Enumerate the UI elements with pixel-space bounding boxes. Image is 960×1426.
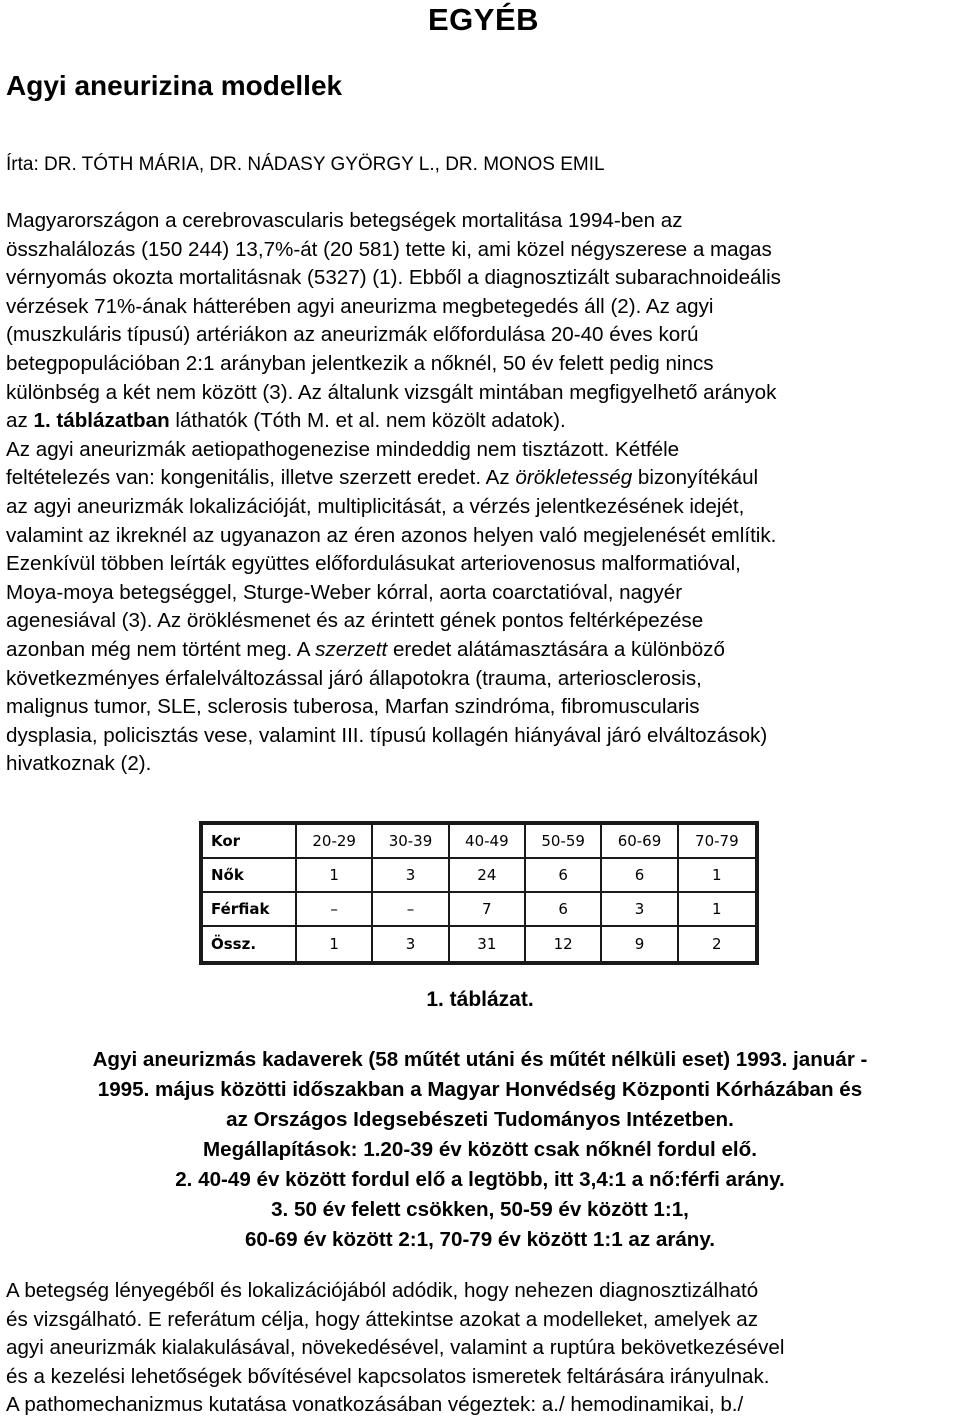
table-cell: 3 xyxy=(373,927,449,961)
italic-term: szerzett xyxy=(315,637,388,661)
text-segment: láthatók (Tóth M. et al. nem közölt adatok). xyxy=(169,409,566,433)
text-line: betegpopulációban 2:1 arányban jelentkezik a nőknél, 50 év felett pedig nincs xyxy=(6,351,714,375)
table-caption-number: 1. táblázat. xyxy=(426,988,534,1011)
text-line: agyi aneurizmák kialakulásával, növekedésével, valamint a ruptúra bekövetkezésével xyxy=(6,1336,785,1360)
table-cell: 1 xyxy=(297,927,373,961)
table-header-cell: 50-59 xyxy=(526,825,602,859)
text-line: A pathomechanizmus kutatása vonatkozásában végeztek: a./ hemodinamikai, b./ xyxy=(6,1393,744,1417)
table-cell: 12 xyxy=(526,927,602,961)
text-line: következményes érfalelváltozással járó állapotokra (trauma, arteriosclerosis, xyxy=(6,666,702,690)
text-line: malignus tumor, SLE, sclerosis tuberosa, Marfan szindróma, fibromuscularis xyxy=(6,695,700,719)
caption-line: 2. 40-49 év között fordul elő a legtöbb, itt 3,4:1 a nő:férfi arány. xyxy=(175,1168,785,1191)
text-line: különbség a két nem között (3). Az általunk vizsgált mintában megfigyelhető arányok xyxy=(6,380,777,404)
text-segment: bizonyítékául xyxy=(632,466,759,490)
text-segment: azonban még nem történt meg. A xyxy=(6,637,316,661)
table-cell: 9 xyxy=(602,927,678,961)
text-line: és vizsgálható. E referátum célja, hogy áttekintse azokat a modelleket, amelyek az xyxy=(6,1307,759,1331)
text-line xyxy=(6,407,956,436)
intro-paragraph xyxy=(6,207,956,779)
table-cell: 24 xyxy=(450,859,526,893)
table-cell: 1 xyxy=(679,859,755,893)
caption-line: 1995. május közötti időszakban a Magyar Honvédség Központi Kórházában és xyxy=(97,1078,863,1101)
text-line: és a kezelési lehetőségek bővítésével kapcsolatos ismeretek feltárására irányulnak. xyxy=(6,1364,770,1388)
text-line: Magyarországon a cerebrovascularis betegségek mortalitása 1994-ben az xyxy=(6,209,683,232)
section-heading: EGYÉB xyxy=(428,2,540,37)
caption-line: Megállapítások: 1.20-39 év között csak nőknél fordul elő. xyxy=(203,1138,757,1161)
table-header-cell: 20-29 xyxy=(297,825,373,859)
caption-line: 60-69 év között 2:1, 70-79 év között 1:1 az arány. xyxy=(244,1228,716,1251)
table-cell: – xyxy=(373,893,449,927)
text-line xyxy=(6,464,956,493)
table-cell: 7 xyxy=(450,893,526,927)
text-line: (muszkuláris típusú) artériákon az aneurizmák előfordulása 20-40 éves korú xyxy=(6,323,699,347)
text-line: vérzések 71%-ának hátterében agyi aneurizma megbetegedés áll (2). Az agyi xyxy=(6,294,714,318)
table-row-label: Férfiak xyxy=(203,893,297,927)
text-segment: eredet alátámasztására a különböző xyxy=(387,637,725,661)
table-cell: 2 xyxy=(712,935,722,953)
text-line: hivatkoznak (2). xyxy=(6,752,152,776)
table-cell: 1 xyxy=(679,893,755,927)
table-cell: – xyxy=(297,893,373,927)
table-header-cell: 60-69 xyxy=(602,825,678,859)
text-line: összhalálozás (150 244) 13,7%-át (20 581) tette ki, ami közel négyszerese a magas xyxy=(6,237,772,261)
table-cell: 3 xyxy=(602,893,678,927)
article-title: Agyi aneurizina modellek xyxy=(6,70,343,101)
caption-line: az Országos Idegsebészeti Tudományos Intézetben. xyxy=(226,1108,734,1131)
table-cell: 31 xyxy=(450,927,526,961)
text-line: vérnyomás okozta mortalitásnak (5327) (1). Ebből a diagnosztizált subarachnoideális xyxy=(6,266,781,290)
table-header-cell: 30-39 xyxy=(373,825,449,859)
table-cell: 1 xyxy=(297,859,373,893)
caption-line: Agyi aneurizmás kadaverek (58 műtét utáni és műtét nélküli eset) 1993. január - xyxy=(92,1048,868,1071)
table-header-cell: Kor xyxy=(203,825,297,859)
age-distribution-table xyxy=(199,821,759,965)
table-caption xyxy=(0,1045,960,1255)
text-line: az agyi aneurizmák lokalizációját, multiplicitását, a vérzés jelentkezésének idejét, xyxy=(6,494,745,518)
table-cell: 6 xyxy=(602,859,678,893)
table-header-cell: 40-49 xyxy=(450,825,526,859)
table-cell: 3 xyxy=(373,859,449,893)
text-line: dysplasia, policisztás vese, valamint III. típusú kollagén hiányával járó elváltozások) xyxy=(6,723,768,747)
text-line: Ezenkívül többen leírták együttes előfordulásukat arteriovenosus malformatióval, xyxy=(6,552,741,576)
text-line: Az agyi aneurizmák aetiopathogenezise mindeddig nem tisztázott. Kétféle xyxy=(6,437,680,461)
table-cell: 6 xyxy=(526,893,602,927)
table-reference: 1. táblázatban xyxy=(33,409,170,433)
text-line: Moya-moya betegséggel, Sturge-Weber kórral, aorta coarctatióval, nagyér xyxy=(6,580,683,604)
text-segment: feltételezés van: kongenitális, illetve szerzett eredet. Az xyxy=(6,466,516,490)
table-row-label: Össz. xyxy=(203,927,297,961)
author-line: Írta: DR. TÓTH MÁRIA, DR. NÁDASY GYÖRGY L., DR. MONOS EMIL xyxy=(6,154,605,175)
text-line: valamint az ikreknél az ugyanazon az éren azonos helyen való megjelenését említik. xyxy=(6,523,777,547)
text-segment: az xyxy=(6,409,34,433)
text-line: agenesiával (3). Az öröklésmenet és az érintett gének pontos feltérképezése xyxy=(6,609,704,633)
table-header-cell: 70-79 xyxy=(679,825,755,859)
text-line xyxy=(6,636,956,665)
table-row-label: Nők xyxy=(203,859,297,893)
italic-term: örökletesség xyxy=(515,466,633,490)
text-line: A betegség lényegéből és lokalizációjából adódik, hogy nehezen diagnosztizálható xyxy=(6,1279,759,1302)
table-cell: 6 xyxy=(526,859,602,893)
purpose-paragraph xyxy=(6,1277,956,1420)
caption-line: 3. 50 év felett csökken, 50-59 év között 1:1, xyxy=(271,1198,689,1221)
